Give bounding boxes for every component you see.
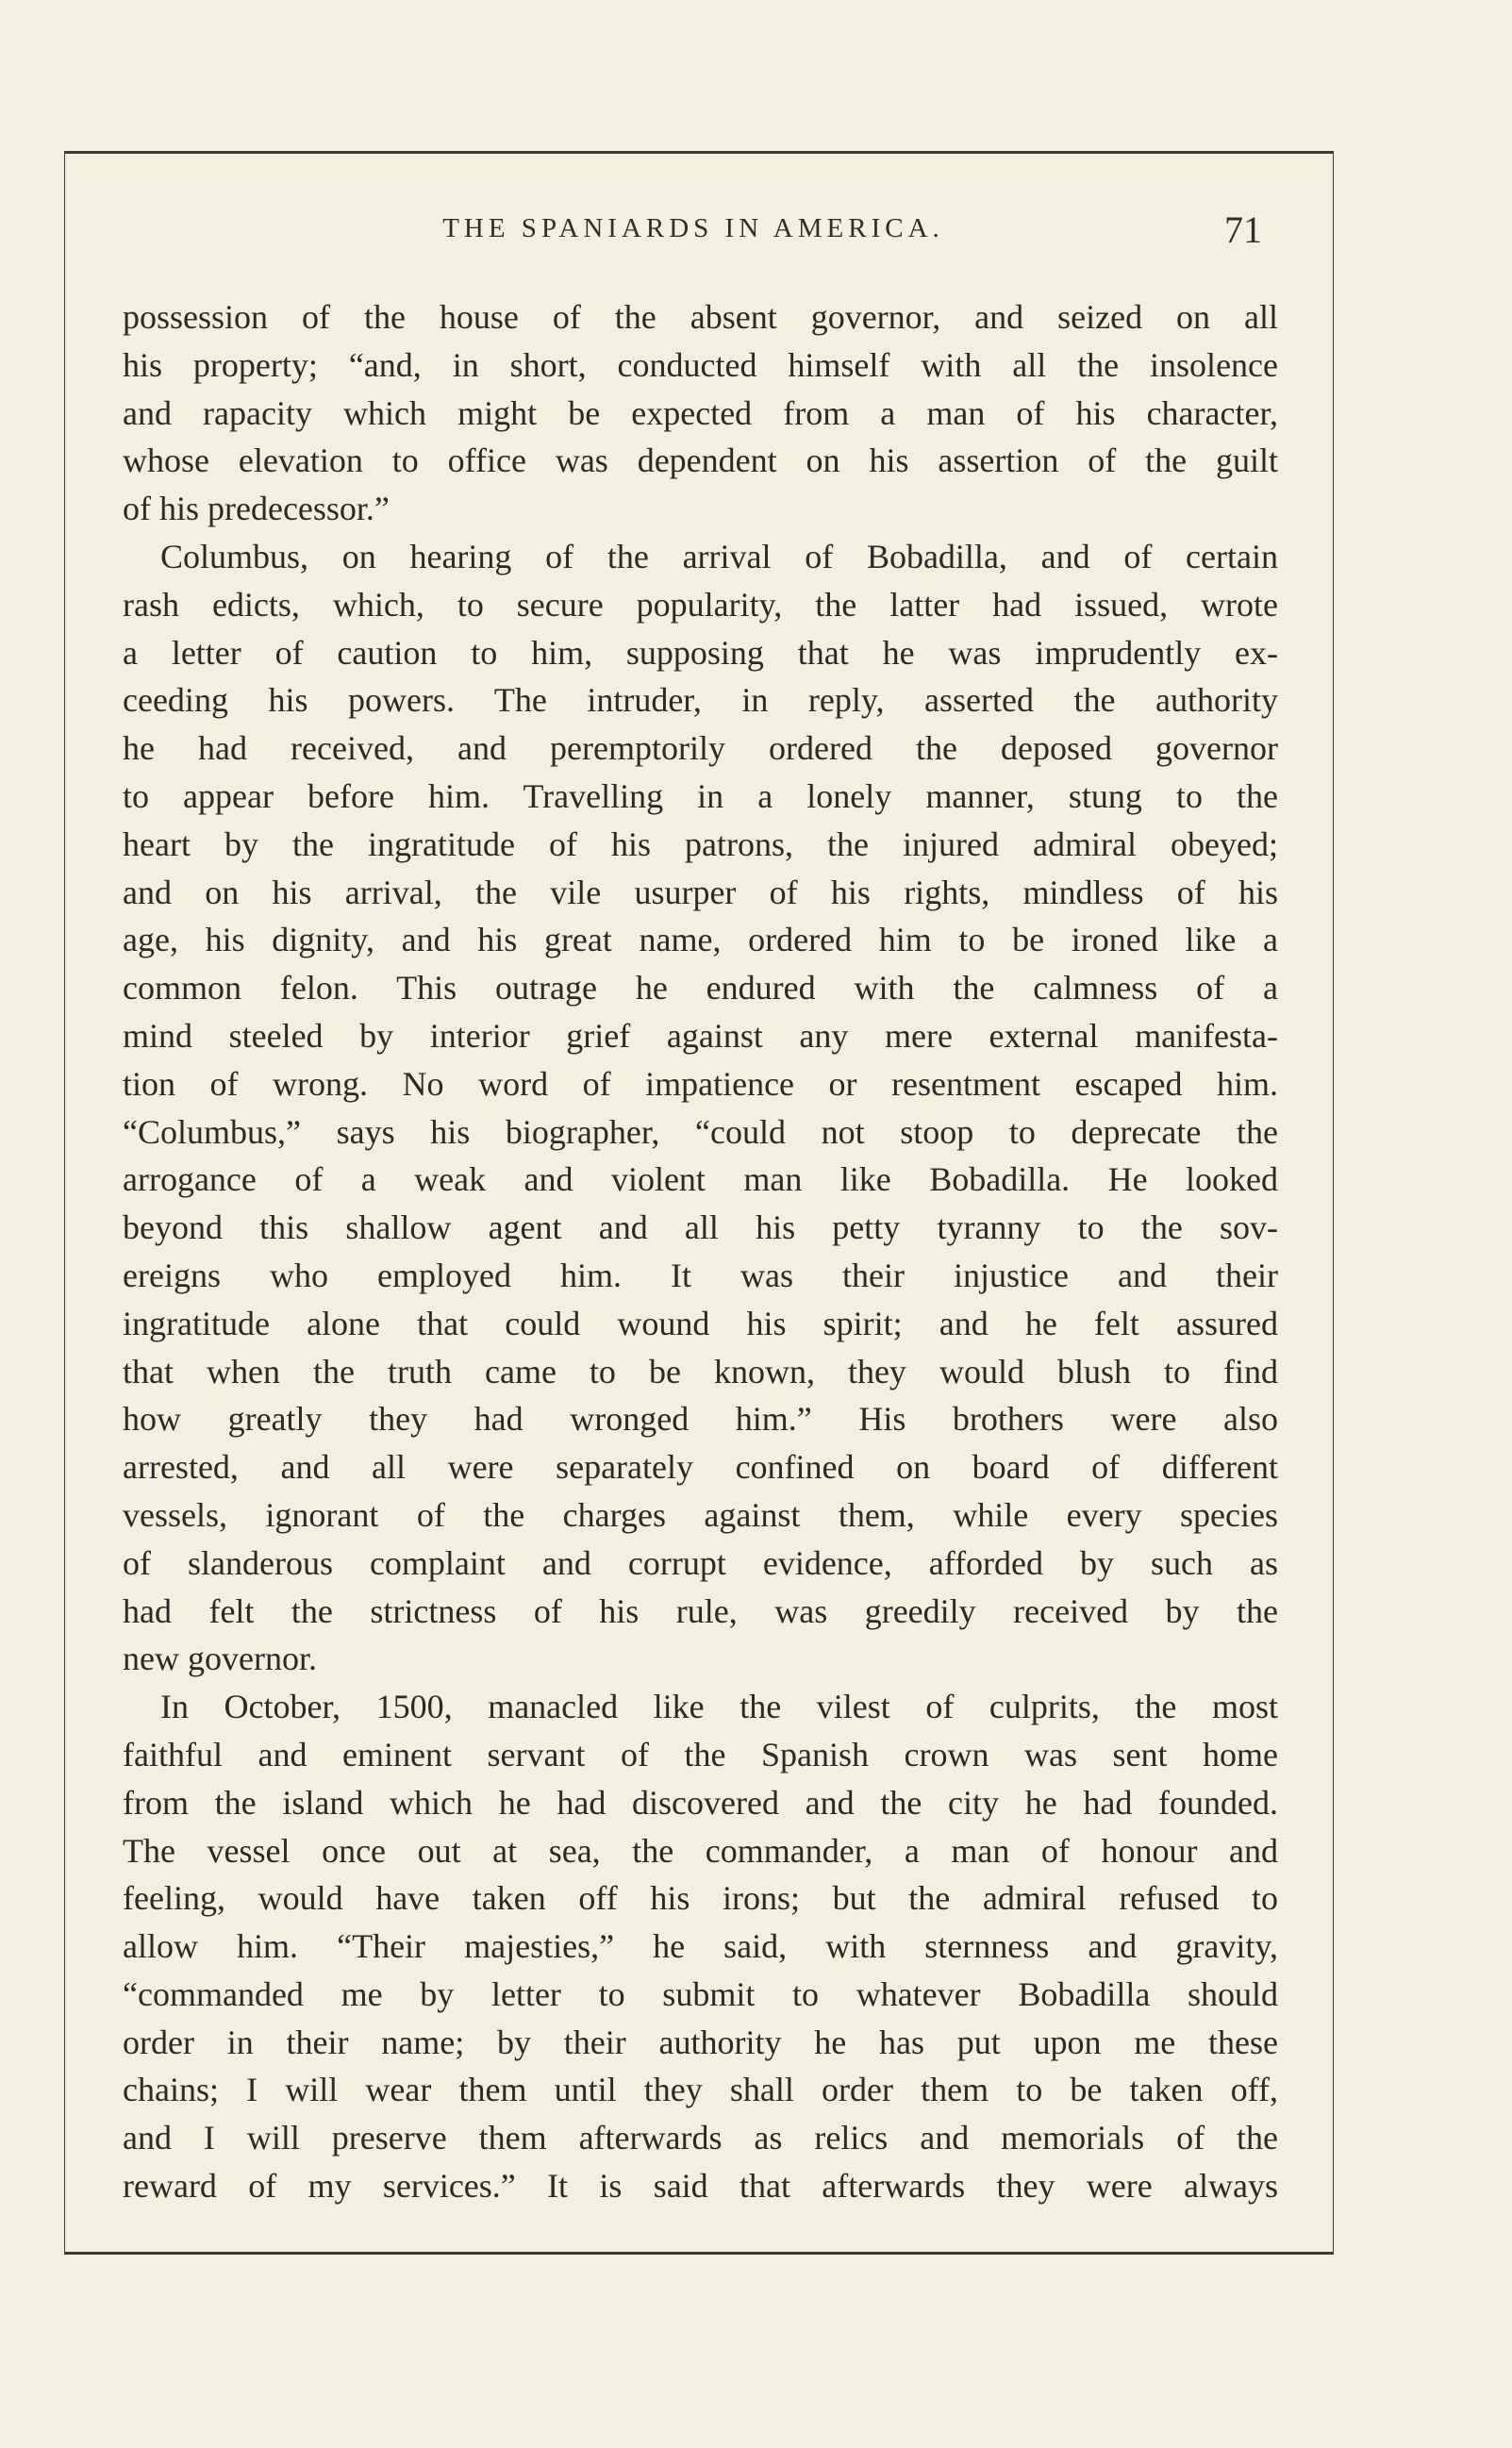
- text-line: allow him. “Their majesties,” he said, with sternness and gravity,: [123, 1927, 1278, 1966]
- text-line: and I will preserve them afterwards as relics and memorials of the: [123, 2119, 1278, 2157]
- text-line: of slanderous complaint and corrupt evidence, afforded by such as: [123, 1543, 1278, 1582]
- text-line: faithful and eminent servant of the Spanish crown was sent home: [123, 1735, 1278, 1774]
- text-line: ingratitude alone that could wound his spirit; and he felt assured: [123, 1304, 1278, 1342]
- text-line: to appear before him. Travelling in a lonely manner, stung to the: [123, 776, 1278, 815]
- text-line: feeling, would have taken off his irons; but the admiral refused to: [123, 1879, 1278, 1918]
- text-line: mind steeled by interior grief against any mere external manifesta-: [123, 1016, 1278, 1055]
- text-line: he had received, and peremptorily ordered the deposed governor: [123, 729, 1278, 768]
- text-line: whose elevation to office was dependent on his assertion of the guilt: [123, 441, 1278, 480]
- text-line: reward of my services.” It is said that afterwards they were always: [123, 2167, 1278, 2206]
- text-line: his property; “and, in short, conducted himself with all the insolence: [123, 345, 1278, 384]
- text-line: vessels, ignorant of the charges against them, while every species: [123, 1495, 1278, 1534]
- text-line: how greatly they had wronged him.” His brothers were also: [123, 1400, 1278, 1439]
- text-line: arrested, and all were separately confined on board of different: [123, 1448, 1278, 1487]
- text-line: ceeding his powers. The intruder, in reply, asserted the authority: [123, 681, 1278, 720]
- text-line: common felon. This outrage he endured with the calmness of a: [123, 969, 1278, 1008]
- text-line: Columbus, on hearing of the arrival of Bobadilla, and of certain: [160, 537, 1278, 575]
- text-line: tion of wrong. No word of impatience or resentment escaped him.: [123, 1064, 1278, 1103]
- text-line: rash edicts, which, to secure popularity, the latter had issued, wrote: [123, 585, 1278, 624]
- text-line: In October, 1500, manacled like the vilest of culprits, the most: [160, 1688, 1278, 1726]
- text-line: that when the truth came to be known, they would blush to find: [123, 1352, 1278, 1391]
- text-line: possession of the house of the absent governor, and seized on all: [123, 298, 1278, 336]
- page-number: 71: [1224, 208, 1262, 251]
- text-line: beyond this shallow agent and all his petty tyranny to the sov-: [123, 1208, 1278, 1247]
- running-title: THE SPANIARDS IN AMERICA.: [442, 213, 944, 243]
- text-line: “commanded me by letter to submit to whatever Bobadilla should: [123, 1974, 1278, 2013]
- text-line: “Columbus,” says his biographer, “could not stoop to deprecate the: [123, 1112, 1278, 1151]
- text-line: and rapacity which might be expected from a man of his character,: [123, 393, 1278, 432]
- text-line: age, his dignity, and his great name, ordered him to be ironed like a: [123, 921, 1278, 959]
- text-line: ereigns who employed him. It was their injustice and their: [123, 1256, 1278, 1294]
- text-line: of his predecessor.”: [123, 490, 390, 528]
- text-line: heart by the ingratitude of his patrons, the injured admiral obeyed;: [123, 824, 1278, 863]
- text-line: chains; I will wear them until they shall order them to be taken off,: [123, 2071, 1278, 2109]
- text-line: The vessel once out at sea, the commander, a man of honour and: [123, 1831, 1278, 1870]
- text-line: new governor.: [123, 1640, 317, 1678]
- text-line: arrogance of a weak and violent man like Bobadilla. He looked: [123, 1160, 1278, 1199]
- text-line: had felt the strictness of his rule, was greedily received by the: [123, 1591, 1278, 1630]
- body-text: [123, 293, 1278, 2210]
- text-line: from the island which he had discovered and the city he had founded.: [123, 1783, 1278, 1822]
- text-line: a letter of caution to him, supposing that he was imprudently ex-: [123, 633, 1278, 672]
- text-line: and on his arrival, the vile usurper of his rights, mindless of his: [123, 873, 1278, 911]
- text-line: order in their name; by their authority he has put upon me these: [123, 2023, 1278, 2061]
